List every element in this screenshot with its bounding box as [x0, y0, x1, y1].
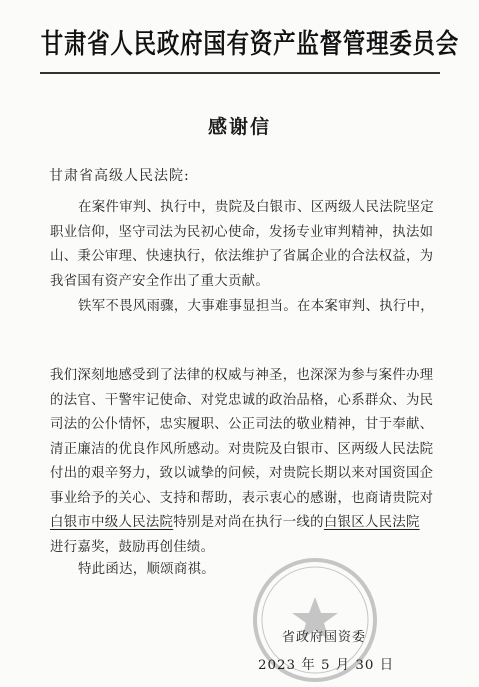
- letterhead-divider: [40, 72, 440, 74]
- closing-line: 特此函达，顺颂商祺。: [78, 562, 215, 577]
- underlined-court-name: 白银市中级人民法院: [50, 515, 174, 530]
- paragraph-1-line: 山、秉公审理、快速执行，依法维护了省属企业的合法权益，为: [50, 249, 434, 264]
- salutation: 甘肃省高级人民法院:: [49, 168, 190, 184]
- paragraph-1-line: 职业信仰，坚守司法为民初心使命，发扬专业审判精神，执法如: [50, 224, 434, 240]
- paragraph-3-line: 付出的艰辛努力，致以诚挚的问候，对贵院长期以来对国资国企: [50, 466, 434, 481]
- paragraph-3-line: 司法的公仆情怀，忠实履职、公正司法的敬业精神，甘于奉献、: [50, 417, 434, 432]
- underlined-court-name: 白银区人民法院: [323, 515, 420, 530]
- paragraph-3-line: 我们深刻地感受到了法律的权威与神圣，也深深为参与案件办理: [50, 368, 434, 383]
- paragraph-3-line: 的法官、干警牢记使命、对党忠诚的政治品格，心系群众、为民: [50, 392, 434, 408]
- paragraph-3-line: [50, 511, 452, 536]
- letter-date: 2023 年 5 月 30 日: [258, 658, 395, 673]
- paragraph-3-line: 清正廉洁的优良作风所感动。对贵院及白银市、区两级人民法院: [50, 441, 434, 457]
- signature-org: 省政府国资委: [282, 630, 367, 645]
- letterhead-org-name: 甘肃省人民政府国有资产监督管理委员会: [40, 29, 460, 60]
- paragraph-2-line: 铁军不畏风雨骤，大事难事显担当。在本案审判、执行中，: [78, 299, 434, 314]
- letter-title: 感谢信: [207, 116, 271, 138]
- paragraph-1: [50, 196, 452, 294]
- paragraph-3: [50, 364, 452, 560]
- paragraph-1-line: 在案件审判、执行中，贵院及白银市、区两级人民法院坚定: [78, 200, 434, 215]
- paragraph-1-line: 我省国有资产安全作出了重大贡献。: [50, 273, 270, 289]
- paragraph-3-line: 进行嘉奖，鼓励再创佳绩。: [50, 539, 215, 555]
- paragraph-2: [50, 295, 452, 320]
- paragraph-3-text: 特别是对尚在执行一线的: [173, 515, 324, 530]
- paragraph-3-line: 事业给予的关心、支持和帮助，表示衷心的感谢，也商请贵院对: [50, 490, 434, 506]
